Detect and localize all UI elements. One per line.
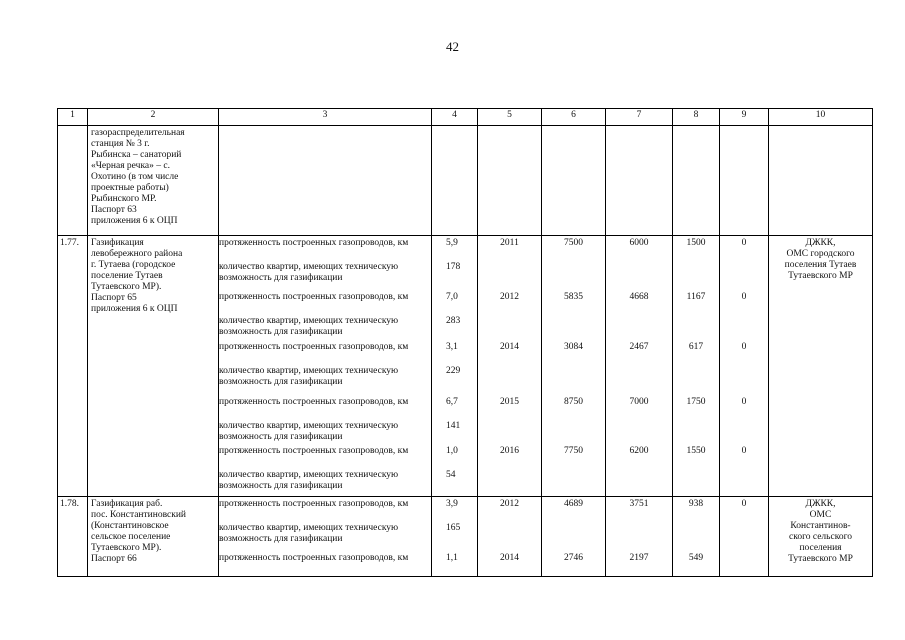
header-cell: 6	[542, 109, 606, 126]
indicator-value: 141	[446, 421, 461, 431]
year-value: 2014	[500, 553, 519, 563]
indicator-text: протяженность построенных газопроводов, км	[219, 342, 409, 352]
text-line: поселение Тутаев	[91, 271, 163, 281]
program-table	[57, 108, 873, 577]
amount-cell	[720, 497, 769, 577]
header-cell: 9	[720, 109, 769, 126]
text-line: Тутаевского МР).	[91, 282, 162, 292]
indicator-value: 5,9	[446, 238, 458, 248]
indicator-value: 3,1	[446, 342, 458, 352]
indicator-text: протяженность построенных газопроводов, км	[219, 553, 409, 563]
indicator-value: 1,0	[446, 446, 458, 456]
indicator-text: количество квартир, имеющих техническую возможность для газификации	[219, 421, 399, 442]
indicator-value: 6,7	[446, 397, 458, 407]
text-line: сельское поселение	[91, 532, 171, 542]
indicator-text: протяженность построенных газопроводов, км	[219, 397, 409, 407]
amount-value: 0	[741, 397, 747, 407]
text-line: Охотино (в том числе	[91, 172, 179, 182]
header-cell: 7	[606, 109, 673, 126]
year-value: 2016	[500, 446, 519, 456]
indicator-text: количество квартир, имеющих техническую возможность для газификации	[219, 316, 399, 337]
text-line: (Константиновское	[91, 521, 169, 531]
amount-value: 0	[741, 446, 747, 456]
object-name-cell	[88, 236, 219, 497]
amount-value: 549	[688, 553, 704, 563]
amount-value: 1550	[686, 446, 706, 456]
indicator-text: протяженность построенных газопроводов, км	[219, 292, 409, 302]
text-line: Рыбинского МР.	[91, 194, 157, 204]
text-line: Тутаевского МР).	[91, 543, 162, 553]
indicator-text: количество квартир, имеющих техническую возможность для газификации	[219, 523, 399, 544]
indicator-value: 165	[446, 523, 461, 533]
table-cell	[769, 126, 873, 236]
text-line: Газификация раб.	[91, 499, 163, 509]
amount-value: 2467	[629, 342, 649, 352]
header-cell: 8	[673, 109, 720, 126]
table-header-row	[58, 109, 873, 126]
text-line: газораспределительная	[91, 128, 185, 138]
amount-value: 617	[688, 342, 704, 352]
year-value: 2011	[500, 238, 519, 248]
indicator-cell	[219, 236, 432, 497]
year-value: 2012	[500, 499, 519, 509]
indicator-value: 7,0	[446, 292, 458, 302]
amount-value: 1500	[686, 238, 706, 248]
row-number: 1.77.	[58, 236, 88, 497]
executor-cell	[769, 236, 873, 497]
text-line: левобережного района	[91, 249, 183, 259]
year-value: 2014	[500, 342, 519, 352]
indicator-value-cell	[432, 236, 478, 497]
amount-value: 0	[741, 292, 747, 302]
object-name-cell	[88, 497, 219, 577]
amount-cell	[542, 497, 606, 577]
amount-value: 4689	[564, 499, 583, 509]
amount-value: 8750	[564, 397, 583, 407]
year-value: 2015	[500, 397, 519, 407]
amount-value: 2197	[629, 553, 649, 563]
indicator-text: количество квартир, имеющих техническую возможность для газификации	[219, 470, 399, 491]
table-row	[58, 236, 873, 497]
amount-cell	[606, 497, 673, 577]
amount-value: 7000	[629, 397, 649, 407]
header-cell: 3	[219, 109, 432, 126]
table-row	[58, 126, 873, 236]
text-line: Тутаевского МР	[788, 554, 853, 564]
table-cell	[58, 126, 88, 236]
indicator-value: 229	[446, 366, 461, 376]
table-row	[58, 497, 873, 577]
amount-value: 3751	[629, 499, 649, 509]
text-line: ОМС	[809, 510, 832, 520]
text-line: приложения 6 к ОЦП	[91, 216, 178, 226]
amount-cell	[606, 236, 673, 497]
text-line: ОМС городского	[786, 249, 855, 259]
text-line: проектные работы)	[91, 183, 169, 193]
amount-value: 0	[741, 499, 747, 509]
header-cell: 2	[88, 109, 219, 126]
text-line: станция № 3 г.	[91, 139, 150, 149]
amount-value: 7750	[564, 446, 583, 456]
text-line: Константинов-	[790, 521, 851, 531]
indicator-text: протяженность построенных газопроводов, км	[219, 446, 409, 456]
text-line: пос. Константиновский	[91, 510, 187, 520]
indicator-text: количество квартир, имеющих техническую возможность для газификации	[219, 262, 399, 283]
object-name-cell	[88, 126, 219, 236]
year-value: 2012	[500, 292, 519, 302]
amount-value: 5835	[564, 292, 583, 302]
text-line: г. Тутаева (городское	[91, 260, 176, 270]
executor-cell	[769, 497, 873, 577]
text-line: Паспорт 66	[91, 554, 137, 564]
amount-value: 0	[741, 342, 747, 352]
table-cell	[720, 126, 769, 236]
text-line: ДЖКК,	[805, 499, 836, 509]
table-cell	[219, 126, 432, 236]
indicator-value-cell	[432, 497, 478, 577]
indicator-value: 54	[446, 470, 456, 480]
header-cell: 1	[58, 109, 88, 126]
indicator-cell	[219, 497, 432, 577]
text-line: Газификация	[91, 238, 144, 248]
page-number: 42	[446, 39, 459, 54]
text-line: ского сельского	[788, 532, 853, 542]
text-line: Тутаевского МР	[788, 271, 853, 281]
amount-value: 6200	[629, 446, 649, 456]
text-line: Паспорт 63	[91, 205, 137, 215]
text-line: Рыбинска – санаторий	[91, 150, 182, 160]
header-cell: 5	[478, 109, 542, 126]
text-line: ДЖКК,	[805, 238, 836, 248]
amount-value: 0	[741, 238, 747, 248]
amount-cell	[720, 236, 769, 497]
amount-value: 6000	[629, 238, 649, 248]
text-line: «Черная речка» – с.	[91, 161, 170, 171]
amount-value: 1167	[686, 292, 706, 302]
row-number: 1.78.	[58, 497, 88, 577]
text-line: Паспорт 65	[91, 293, 137, 303]
indicator-value: 3,9	[446, 499, 458, 509]
year-cell	[478, 236, 542, 497]
indicator-value: 1,1	[446, 553, 458, 563]
table-cell	[606, 126, 673, 236]
amount-value: 2746	[564, 553, 583, 563]
text-line: приложения 6 к ОЦП	[91, 304, 178, 314]
header-cell: 10	[769, 109, 873, 126]
amount-cell	[673, 497, 720, 577]
table-cell	[542, 126, 606, 236]
text-line: поселения Тутаев	[784, 260, 857, 270]
amount-cell	[542, 236, 606, 497]
year-cell	[478, 497, 542, 577]
indicator-value: 178	[446, 262, 461, 272]
indicator-text: протяженность построенных газопроводов, км	[219, 238, 409, 248]
amount-value: 4668	[629, 292, 649, 302]
indicator-text: количество квартир, имеющих техническую возможность для газификации	[219, 366, 399, 387]
table-cell	[673, 126, 720, 236]
indicator-text: протяженность построенных газопроводов, км	[219, 499, 409, 509]
text-line: поселения	[799, 543, 842, 553]
amount-value: 7500	[564, 238, 583, 248]
amount-value: 3084	[564, 342, 583, 352]
amount-value: 1750	[686, 397, 706, 407]
table-cell	[432, 126, 478, 236]
indicator-value: 283	[446, 316, 461, 326]
header-cell: 4	[432, 109, 478, 126]
amount-cell	[673, 236, 720, 497]
table-cell	[478, 126, 542, 236]
amount-value: 938	[688, 499, 704, 509]
